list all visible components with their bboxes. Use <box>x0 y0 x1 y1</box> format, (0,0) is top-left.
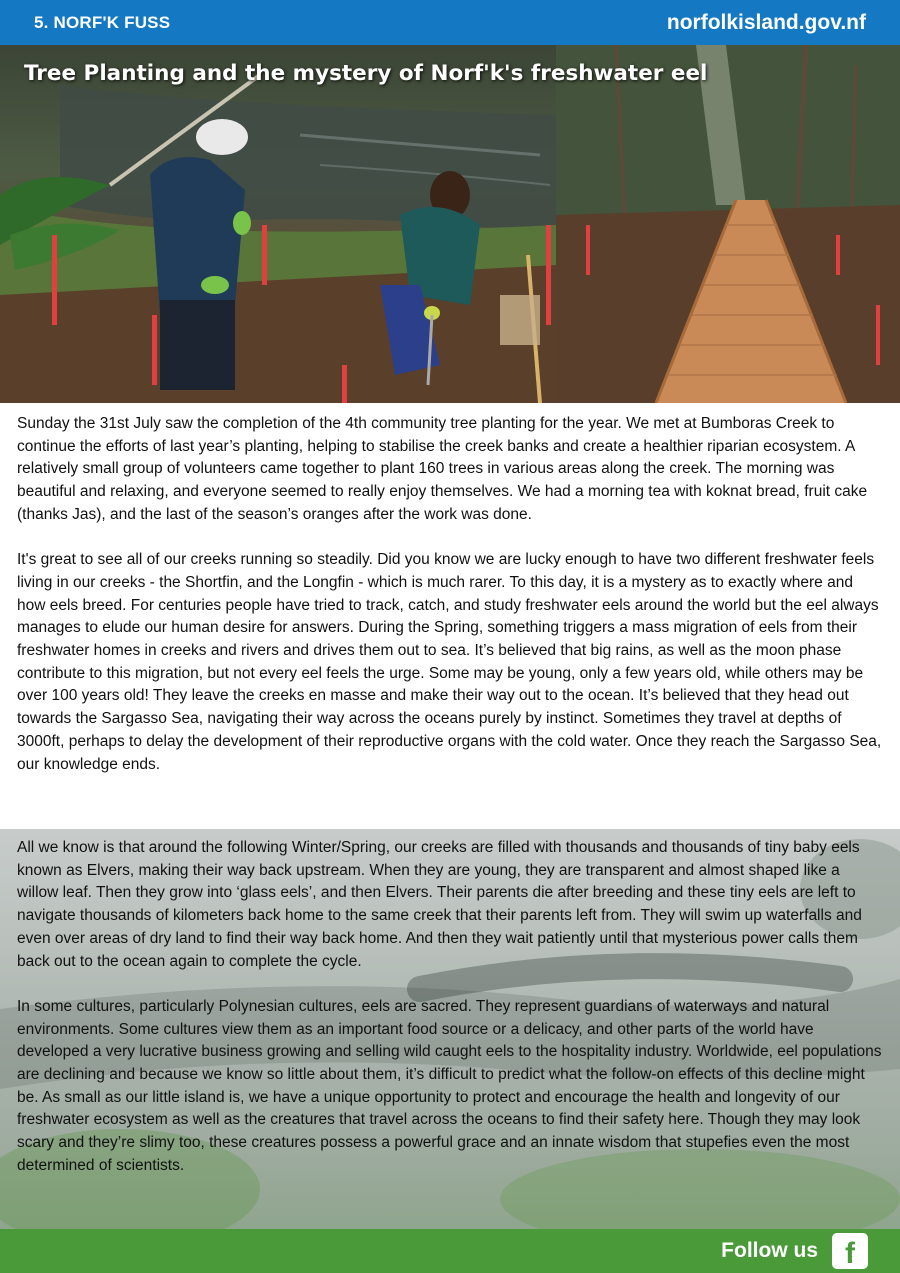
facebook-glyph: f <box>845 1237 855 1270</box>
article-body-upper <box>17 413 883 799</box>
paragraph-eel-migration: It's great to see all of our creeks running so steadily. Did you know we are lucky enough to have two different freshwater feels living in our creeks - the Shortfin, and the Longfin - which is much rarer. To this day, it is a mystery as to exactly where and how eels breed. For centuries people have tried to track, catch, and study freshwater eels around the world but the eel always manages to elude our human desire for answers. During the Spring, something triggers a mass migration of eels from their freshwater homes in creeks and rivers and drives them out to sea. It’s believed that big rains, as well as the moon phase contribute to this migration, but not every eel feels the urge. Some may be young, only a few years old, while others may be over 100 years old! They leave the creeks en masse and make their way out to the ocean. It’s believed that they head out towards the Sargasso Sea, navigating their way across the oceans purely by instinct. Sometimes they travel at depths of 3000ft, perhaps to delay the development of their reproductive organs with the cold water. Once they reach the Sargasso Sea, our knowledge ends. <box>17 551 882 773</box>
paragraph-elvers: All we know is that around the following Winter/Spring, our creeks are filled with thousands and thousands of tiny baby eels known as Elvers, making their way back upstream. When they are young, they are transparent and almost shaped like a willow leaf. Then they grow into ‘glass eels’, and then Elvers. Their parents die after breeding and these tiny eels are left to navigate thousands of kilometers back home to the same creek that their parents left from. They will swim up waterfalls and even over areas of dry land to find their way back home. And then they wait patiently until that mysterious power calls them back out to the ocean again to complete the cycle. <box>17 839 862 970</box>
boardwalk-photo <box>556 45 900 403</box>
article-body-lower <box>17 837 883 1200</box>
article-title: Tree Planting and the mystery of Norf'k's freshwater eel <box>24 61 708 86</box>
paragraph-eel-cultures: In some cultures, particularly Polynesian cultures, eels are sacred. They represent guardians of waterways and natural environments. Some cultures view them as an important food source or a delicacy, and other parts of the world have developed a very lucrative business growing and selling wild caught eels to the hospitality industry. Worldwide, eel populations are declining and because we know so little about them, it’s difficult to predict what the follow-on effects of this decline might be. As small as our little island is, we have a unique opportunity to protect and encourage the health and longevity of our freshwater ecosystem as well as the creatures that travel across the oceans to find their safety here. Though they may look scary and they’re slimy too, these creatures possess a powerful grace and an innate wisdom that stupefies even the most determined of scientists. <box>17 997 882 1174</box>
hero-banner <box>0 45 900 403</box>
section-label: 5. NORF'K FUSS <box>34 12 171 32</box>
paragraph-tree-planting: Sunday the 31st July saw the completion of the 4th community tree planting for the year. We met at Bumboras Creek to continue the efforts of last year’s planting, helping to stabilise the creek banks and create a healthier riparian ecosystem. A relatively small group of volunteers came together to plant 160 trees in various areas along the creek. The morning was beautiful and relaxing, and everyone seemed to really enjoy themselves. We had a morning tea with koknat bread, fruit cake (thanks Jas), and the last of the season’s oranges after the work was done. <box>17 415 868 523</box>
follow-us-label: Follow us <box>721 1239 818 1262</box>
facebook-icon[interactable] <box>832 1233 868 1269</box>
tree-planting-photo <box>0 45 556 403</box>
website-link[interactable]: norfolkisland.gov.nf <box>666 10 866 34</box>
footer-bar <box>0 1229 900 1273</box>
header-bar <box>0 0 900 45</box>
